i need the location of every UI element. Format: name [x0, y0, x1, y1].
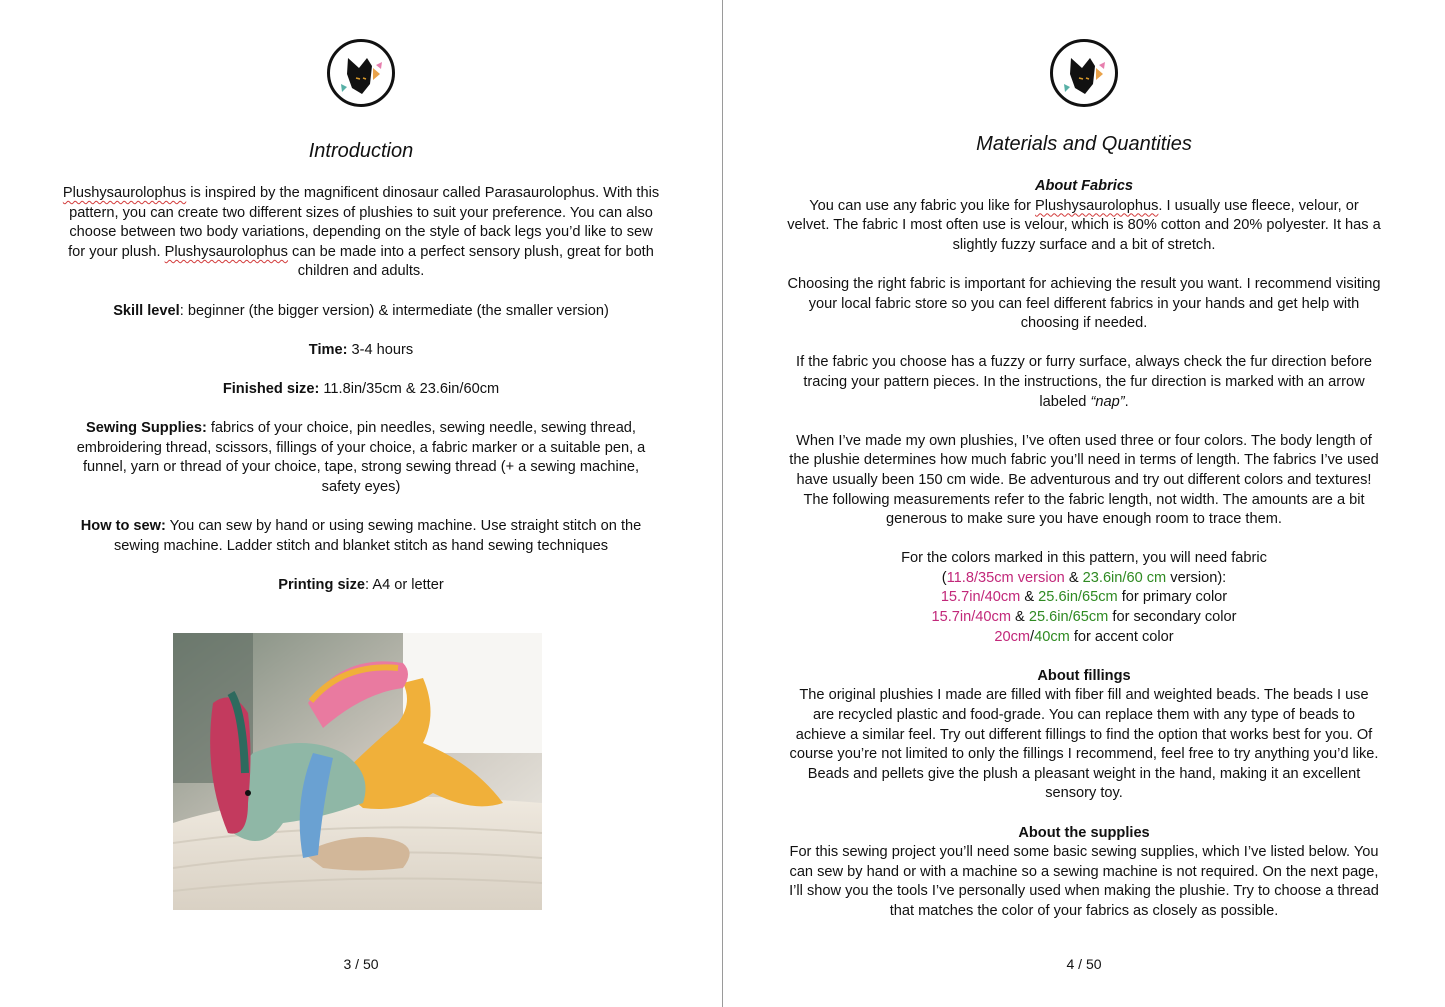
materials-body — [787, 177, 1381, 922]
text: . I usually use fleece, velour, or velvet. The fabric I most often use is velour, which is 80% cotton and 20% polyester. It has a slightly fuzzy surface and a bit of stretch. — [787, 197, 1381, 253]
big-amount: 25.6in/65cm — [1038, 589, 1118, 606]
colors-version-line — [787, 569, 1381, 589]
intro-text: can be made into a perfect sensory plush, great for both children and adults. — [287, 243, 654, 280]
text: & — [1010, 609, 1029, 626]
text: version): — [1166, 569, 1227, 586]
intro-text: is inspired by the magnificent dinosaur called Parasaurolophus. With this pattern, you can create two different sizes of plushies to suit your preference. You can also choose between two body variations, depending on the style of back legs you’d like to sew for your plush. — [68, 185, 660, 260]
page-number: 4 / 50 — [1066, 956, 1102, 972]
detail-label: Skill level — [113, 302, 180, 319]
fillings-paragraph: The original plushies I made are filled with fiber fill and weighted beads. The beads I use are recycled plastic and food-grade. You can replace them with any type of beads to achieve a similar feel. Try out different fillings to find the option that works best for you. Of course you’re not limited to only the fillings I recommend, feel free to try anything you’d like. Beads and pellets give the plush a pleasant weight in the hand, making it an excellent sensory toy. — [789, 687, 1379, 802]
fabrics-paragraph: Choosing the right fabric is important for achieving the result you want. I recommend visiting your local fabric store so you can feel different fabrics in your hands and get help with choosing if needed. — [787, 275, 1381, 332]
fabrics-paragraph — [787, 353, 1381, 412]
page-4 — [723, 0, 1445, 1007]
detail-sewing-supplies — [62, 419, 660, 497]
text: / — [1030, 628, 1035, 645]
color-row-accent — [787, 628, 1381, 648]
detail-label: Finished size: — [222, 380, 320, 397]
page-title: Introduction — [308, 140, 414, 162]
detail-label: Printing size — [278, 576, 366, 593]
text: You can use any fabric you like for — [809, 197, 1036, 214]
text: ( — [941, 569, 947, 586]
detail-text: 3-4 hours — [347, 341, 414, 358]
text: for secondary color — [1108, 609, 1237, 626]
section-heading-supplies: About the supplies — [1018, 824, 1150, 841]
colors-intro: For the colors marked in this pattern, you will need fabric — [901, 550, 1267, 567]
text: . — [1124, 393, 1129, 410]
page-title: Materials and Quantities — [976, 133, 1192, 155]
text: for accent color — [1069, 628, 1174, 645]
detail-label: Sewing Supplies: — [86, 420, 207, 437]
detail-skill-level — [62, 302, 660, 322]
small-version: 11.8/35cm version — [946, 569, 1065, 586]
detail-label: Time: — [308, 341, 348, 358]
text: for primary color — [1117, 589, 1228, 606]
section-heading-fillings: About fillings — [1037, 667, 1131, 684]
page-3 — [0, 0, 722, 1007]
cat-logo-icon — [1049, 38, 1119, 108]
detail-printing-size — [62, 576, 660, 596]
intro-paragraph — [62, 184, 660, 282]
photo-illustration — [173, 633, 542, 910]
big-amount: 25.6in/65cm — [1028, 609, 1109, 626]
cat-logo-icon — [326, 38, 396, 108]
big-amount: 40cm — [1034, 628, 1070, 645]
detail-text: : beginner (the bigger version) & intermediate (the smaller version) — [179, 302, 609, 319]
small-amount: 15.7in/40cm — [940, 589, 1021, 606]
detail-label: How to sew: — [80, 518, 166, 535]
supplies-paragraph: For this sewing project you’ll need some basic sewing supplies, which I’ve listed below. You can sew by hand or with a machine so a sewing machine is not required. On the next page, I’ll show you the tools I’ve personally used when making the plushie. Try to choose a thread that matches the color of your fabrics as closely as possible. — [789, 844, 1379, 919]
color-row-secondary — [787, 608, 1381, 628]
text: & — [1064, 569, 1083, 586]
page-number: 3 / 50 — [343, 956, 379, 972]
nap-label: “nap” — [1090, 393, 1125, 410]
text: & — [1020, 589, 1039, 606]
plush-dinosaurs-photo — [173, 633, 542, 910]
small-amount: 15.7in/40cm — [931, 609, 1011, 626]
detail-text: 11.8in/35cm & 23.6in/60cm — [319, 380, 500, 397]
detail-text: You can sew by hand or using sewing machine. Use straight stitch on the sewing machine. Ladder stitch and blanket stitch as hand sewing techniques — [113, 518, 642, 554]
text: If the fabric you choose has a fuzzy or furry surface, always check the fur direction before tracing your pattern pieces. In the instructions, the fur direction is marked with an arrow labeled — [796, 354, 1372, 410]
spelling-flag: Plushysaurolophus — [62, 185, 187, 201]
fabrics-paragraph — [787, 197, 1381, 256]
big-version: 23.6in/60 cm — [1082, 569, 1167, 586]
detail-text: fabrics of your choice, pin needles, sewing needle, sewing thread, embroidering thread, scissors, fillings of your choice, a fabric marker or a suitable pen, a funnel, yarn or thread of your choice, tape, strong sewing thread (+ a sewing machine, safety eyes) — [76, 420, 646, 495]
small-amount: 20cm — [994, 628, 1031, 645]
intro-body — [62, 184, 660, 595]
detail-time — [62, 341, 660, 361]
detail-text: : A4 or letter — [365, 576, 444, 593]
color-row-primary — [787, 588, 1381, 608]
detail-how-to-sew — [62, 517, 660, 556]
detail-finished-size — [62, 380, 660, 400]
fabrics-paragraph: When I’ve made my own plushies, I’ve often used three or four colors. The body length of the plushie determines how much fabric you’ll need in terms of length. The fabrics I’ve used have usually been 150 cm wide. Be adventurous and try out different colors and textures! The following measurements refer to the fabric length, not width. The amounts are a bit generous to make sure you have enough room to trace them. — [789, 432, 1379, 528]
spelling-flag: Plushysaurolophus — [164, 243, 288, 260]
section-heading-fabrics: About Fabrics — [1034, 178, 1134, 194]
spelling-flag: Plushysaurolophus — [1035, 197, 1159, 214]
